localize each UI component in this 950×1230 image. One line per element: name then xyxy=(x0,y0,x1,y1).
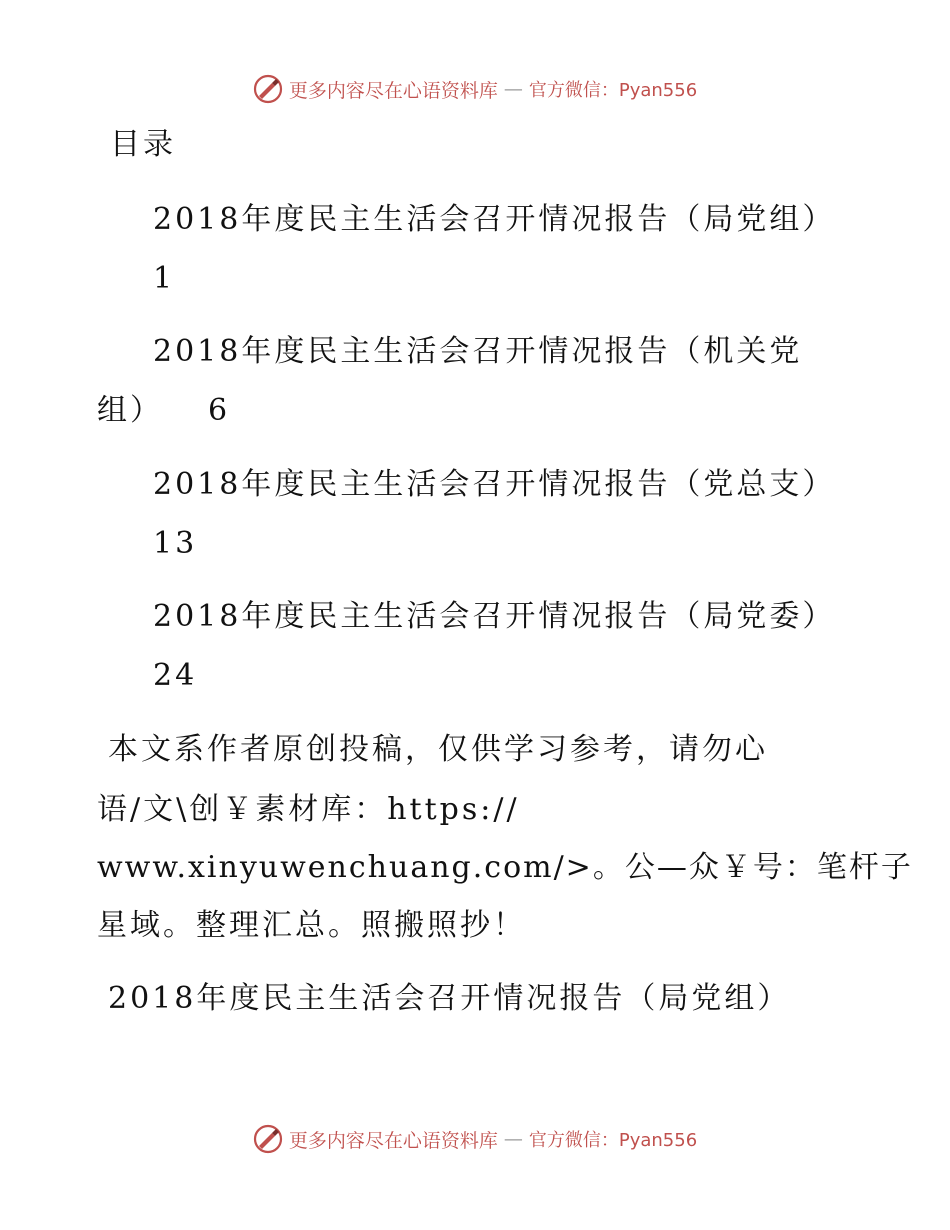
notice-line-3: www.xinyuwenchuang.com/>。公—众￥号：笔杆子 xyxy=(97,850,913,885)
notice-line-4: 星域。整理汇总。照搬照抄！ xyxy=(97,908,526,943)
toc-entry-1-page[interactable]: 1 xyxy=(153,261,176,296)
pen-logo-icon xyxy=(253,1124,283,1154)
toc-entry-2-title-cont[interactable]: 组） xyxy=(97,393,163,428)
notice-line-1: 本文系作者原创投稿，仅供学习参考，请勿心 xyxy=(108,732,768,767)
toc-entry-3-title[interactable]: 2018年度民主生活会召开情况报告（党总支） xyxy=(153,467,836,502)
watermark-text: 更多内容尽在心语资料库 xyxy=(288,79,498,102)
toc-entry-2-title[interactable]: 2018年度民主生活会召开情况报告（机关党 xyxy=(153,334,803,369)
watermark-text: 更多内容尽在心语资料库 xyxy=(288,1129,498,1152)
watermark-wechat: 官方微信：Pyan556 xyxy=(528,1130,698,1151)
toc-entry-1-title[interactable]: 2018年度民主生活会召开情况报告（局党组） xyxy=(153,202,836,237)
watermark-separator: — xyxy=(503,1128,523,1150)
section-title: 2018年度民主生活会召开情况报告（局党组） xyxy=(108,981,791,1016)
toc-entry-3-page[interactable]: 13 xyxy=(153,526,198,561)
watermark-separator: — xyxy=(503,78,523,100)
toc-entry-4-page[interactable]: 24 xyxy=(153,658,198,693)
toc-entry-2-page[interactable]: 6 xyxy=(208,393,231,428)
toc-heading: 目录 xyxy=(110,127,176,162)
notice-line-2: 语/文\创￥素材库：https:// xyxy=(97,792,520,827)
pen-logo-icon xyxy=(253,74,283,104)
watermark-wechat: 官方微信：Pyan556 xyxy=(528,80,698,101)
header-watermark xyxy=(0,74,950,104)
toc-entry-4-title[interactable]: 2018年度民主生活会召开情况报告（局党委） xyxy=(153,599,836,634)
footer-watermark xyxy=(0,1124,950,1154)
